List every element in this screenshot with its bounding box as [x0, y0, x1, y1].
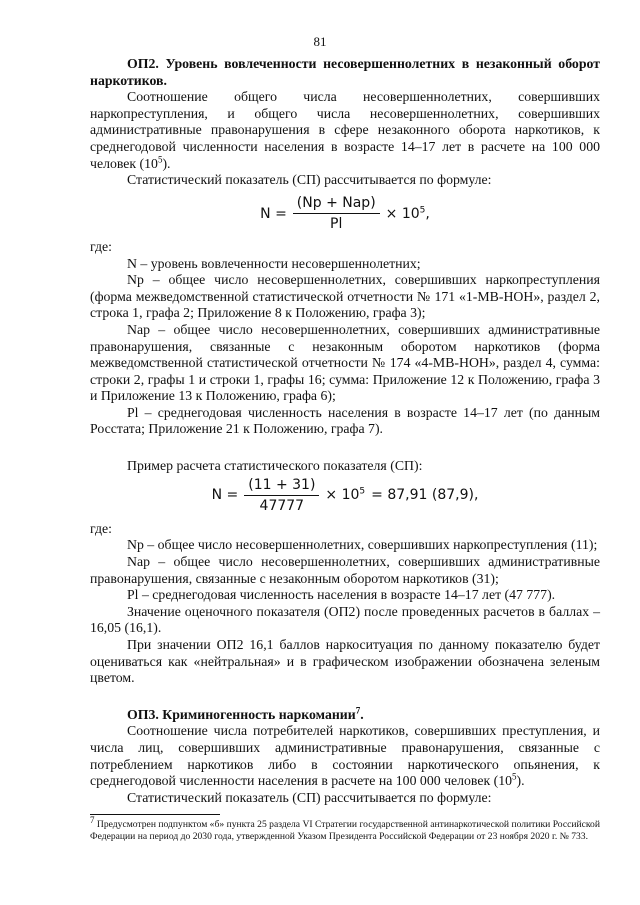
footnote [90, 815, 600, 843]
op3-definition: Соотношение числа потребителей наркотиков, совершивших преступления, и числа лиц, совершивших административные правонарушения, связанные с потреблением наркотиков либо в состоянии наркотического опьянения, к среднегодовой численности населения в расчете на 100 000 человек $(10^5)$. [90, 723, 600, 789]
footnote-text: Предусмотрен подпунктом «б» пункта 25 раздела VI Стратегии государственной антинаркотической политики Российской Федерации на период до 2030 года, утвержденной Указом Президента Российской Федерации от 23 ноября 2020 г. № 733. [90, 819, 600, 843]
op3-formula-intro: Статистический показатель (СП) рассчитывается по формуле: [127, 789, 492, 805]
page-content [90, 56, 600, 843]
example-var-nap: Nap – общее число несовершеннолетних, совершивших административные правонарушения, связанные с незаконным оборотом наркотиков (31); [90, 554, 600, 586]
op2-formula-intro: Статистический показатель (СП) рассчитывается по формуле: [127, 172, 492, 188]
formula-fraction [293, 195, 380, 233]
formula-multiplier: × $10^5$, [385, 204, 430, 222]
footnote-mark: 7 [90, 815, 95, 826]
formula-denominator: Pl [330, 216, 343, 233]
page-number: 81 [313, 34, 327, 49]
formula-numerator: (Np + Nap) [293, 195, 380, 215]
example-intro: Пример расчета статистического показателя (СП): [127, 458, 423, 474]
example-denominator: 47777 [259, 498, 305, 515]
footnote-divider [90, 814, 220, 815]
op3-heading: ОП3. Криминогенность наркомании$^7$. [127, 705, 364, 722]
op2-definition: Соотношение общего числа несовершеннолетних, совершивших наркопреступления, и общего числа несовершеннолетних, совершивших административные правонарушения в сфере незаконного оборота наркотиков, к среднегодовой численности населения в возрасте 14–17 лет в расчете на 100 000 человек $(10^5)$. [90, 89, 600, 171]
var-np: Np – общее число несовершеннолетних, совершивших наркопреступления (форма межведомственной статистической отчетности № 171 «1-МВ-НОН», раздел 2, строка 1, графа 2; Приложение 8 к Положению, графа 3); [90, 272, 600, 321]
where-label: где: [90, 238, 112, 254]
example-var-np: Np – общее число несовершеннолетних, совершивших наркопреступления (11); [127, 537, 598, 553]
example-fraction [244, 477, 319, 515]
example-where-label: где: [90, 520, 112, 536]
example-multiplier: × $10^5$ [325, 486, 366, 504]
formula-lhs: N = [260, 205, 287, 222]
var-n: N – уровень вовлеченности несовершеннолетних; [127, 255, 421, 271]
example-lhs: N = [211, 487, 239, 504]
var-pl: Pl – среднегодовая численность населения в возрасте 14–17 лет (по данным Росстата; Приложение 21 к Положению, графа 7). [90, 404, 600, 437]
op2-heading: ОП2. Уровень вовлеченности несовершеннолетних в незаконный оборот наркотиков. [90, 56, 600, 88]
example-numerator: (11 + 31) [244, 477, 319, 497]
op2-formula [90, 195, 600, 233]
example-formula [90, 477, 600, 515]
op2-score: Значение оценочного показателя (ОП2) после проведенных расчетов в баллах – 16,05 (16,1). [90, 603, 600, 636]
example-var-pl: Pl – среднегодовая численность населения в возрасте 14–17 лет (47 777). [127, 587, 556, 603]
op2-conclusion: При значении ОП2 16,1 баллов наркоситуация по данному показателю будет оцениваться как «нейтральная» и в графическом изображении обозначена зеленым цветом. [90, 637, 600, 686]
var-nap: Nap – общее число несовершеннолетних, совершивших административные правонарушения, связанные с незаконным оборотом наркотиков (форма межведомственной статистической отчетности № 174 «4-МВ-НОН», раздел 4, сумма: строки 2, графы 1 и строки 1, графы 16; сумма: Приложение 12 к Положению, графа 3 и Приложение 13 к Положению, графа 6); [90, 321, 600, 404]
example-result: = 87,91 (87,9), [371, 487, 479, 504]
